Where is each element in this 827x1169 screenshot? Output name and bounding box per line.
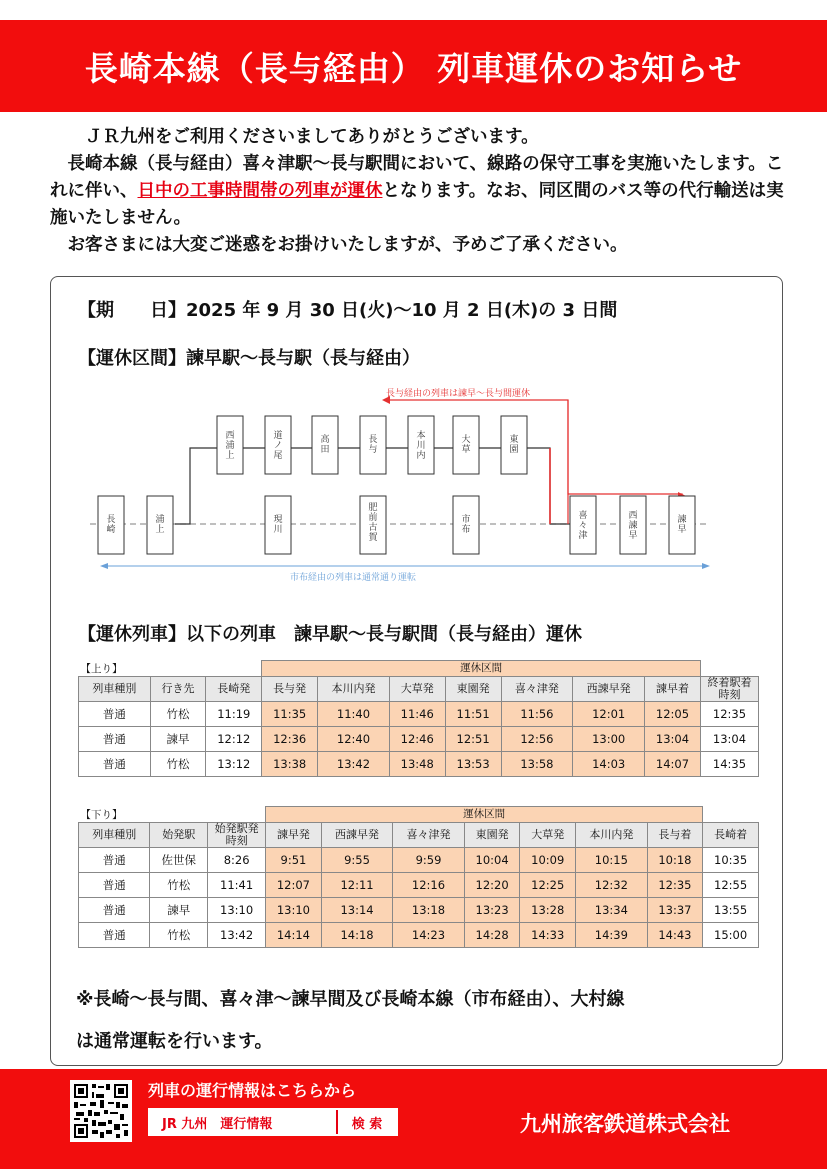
- table-cell: 13:37: [647, 897, 703, 922]
- table-cell: 14:03: [573, 751, 645, 776]
- page-title: 長崎本線（長与経由） 列車運休のお知らせ: [84, 48, 743, 88]
- svg-text:園: 園: [509, 445, 519, 455]
- svg-text:高: 高: [320, 435, 330, 445]
- table-cell: 竹松: [150, 872, 208, 897]
- table-cell: 14:39: [576, 922, 647, 947]
- search-box[interactable]: [148, 1108, 398, 1136]
- table-cell: 13:28: [520, 897, 576, 922]
- table-cell: 11:41: [208, 872, 266, 897]
- up-header-cell: 本川内発: [318, 676, 390, 701]
- svg-text:長: 長: [106, 515, 116, 525]
- table-cell: 普通: [79, 726, 151, 751]
- svg-text:川: 川: [416, 441, 426, 451]
- up-header-cell: 喜々津発: [501, 676, 573, 701]
- table-cell: 14:07: [645, 751, 701, 776]
- table-cell: 12:51: [445, 726, 501, 751]
- station-kikitsu: [570, 496, 596, 554]
- down-header-cell: 長崎着: [703, 822, 759, 847]
- svg-text:長: 長: [368, 435, 378, 445]
- note-line-2: は通常運転を行います。: [76, 1031, 273, 1052]
- down-header-row: [79, 822, 759, 847]
- company-name: 九州旅客鉄道株式会社: [520, 1112, 730, 1136]
- svg-text:市: 市: [461, 515, 471, 525]
- station-ichinuno: [453, 496, 479, 554]
- footer-info-text: 列車の運行情報はこちらから: [148, 1081, 357, 1100]
- table-cell: 普通: [79, 872, 150, 897]
- table-cell: 9:59: [393, 847, 464, 872]
- down-header-cell: 本川内発: [576, 822, 647, 847]
- table-cell: 12:11: [321, 872, 392, 897]
- table-cell: 12:46: [389, 726, 445, 751]
- up-header-cell: 行き先: [150, 676, 206, 701]
- table-cell: 14:33: [520, 922, 576, 947]
- table-cell: 普通: [79, 847, 150, 872]
- table-cell: 13:04: [645, 726, 701, 751]
- search-query[interactable]: JR 九州 運行情報: [150, 1110, 338, 1134]
- svg-text:本: 本: [416, 431, 426, 441]
- table-cell: 13:34: [576, 897, 647, 922]
- table-cell: 13:38: [262, 751, 318, 776]
- svg-text:津: 津: [578, 531, 588, 541]
- svg-text:々: 々: [578, 521, 588, 531]
- down-header-cell: 始発駅発時刻: [208, 822, 266, 847]
- normal-label: 市布経由の列車は通常通り運転: [290, 573, 417, 583]
- table-cell: 14:28: [464, 922, 520, 947]
- svg-text:草: 草: [461, 445, 471, 455]
- down-header-cell: 列車種別: [79, 822, 150, 847]
- svg-text:早: 早: [628, 531, 638, 541]
- trains-label: 【運休列車】以下の列車 諫早駅～長与駅間（長与経由）運休: [78, 624, 582, 645]
- table-cell: 10:18: [647, 847, 703, 872]
- table-cell: 10:04: [464, 847, 520, 872]
- up-header-cell: 長与発: [262, 676, 318, 701]
- svg-text:尾: 尾: [273, 451, 283, 461]
- intro-highlight: 日中の工事時間帯の列車が運休: [137, 181, 383, 201]
- table-cell: 普通: [79, 897, 150, 922]
- table-cell: 11:46: [389, 701, 445, 726]
- down-caption: 【下り】: [80, 808, 123, 821]
- table-cell: 8:26: [208, 847, 266, 872]
- table-cell: 普通: [79, 701, 151, 726]
- up-header-cell: 終着駅着時刻: [701, 676, 759, 701]
- down-header-cell: 諫早発: [266, 822, 322, 847]
- suspended-arrow-right: [568, 400, 682, 498]
- table-cell: 佐世保: [150, 847, 208, 872]
- note-line-1: ※長崎～長与間、喜々津～諫早間及び長崎本線（市布経由）、大村線: [76, 989, 625, 1010]
- table-cell: 普通: [79, 922, 150, 947]
- svg-text:早: 早: [677, 525, 687, 535]
- station-hongawachi: [408, 416, 434, 474]
- down-header-cell: 長与着: [647, 822, 703, 847]
- table-cell: 12:36: [262, 726, 318, 751]
- table-cell: 13:23: [464, 897, 520, 922]
- down-body: [79, 847, 759, 947]
- table-cell: 9:51: [266, 847, 322, 872]
- normal-arrowhead-left: [100, 563, 108, 569]
- table-cell: 13:42: [318, 751, 390, 776]
- up-header-cell: 大草発: [389, 676, 445, 701]
- svg-text:内: 内: [416, 451, 426, 461]
- station-urakami: [147, 496, 173, 554]
- table-cell: 13:12: [206, 751, 262, 776]
- table-cell: 14:35: [701, 751, 759, 776]
- station-takata: [312, 416, 338, 474]
- table-row: [79, 847, 759, 872]
- table-cell: 竹松: [150, 922, 208, 947]
- table-row: [79, 701, 759, 726]
- table-cell: 14:14: [266, 922, 322, 947]
- table-cell: 9:55: [321, 847, 392, 872]
- table-cell: 13:10: [208, 897, 266, 922]
- svg-text:賀: 賀: [368, 533, 378, 543]
- station-nishiurakami: [217, 416, 243, 474]
- svg-text:諫: 諫: [628, 521, 638, 531]
- table-cell: 13:42: [208, 922, 266, 947]
- svg-text:田: 田: [320, 445, 330, 455]
- search-button[interactable]: 検 索: [351, 1116, 383, 1132]
- svg-text:浦: 浦: [155, 515, 165, 525]
- table-cell: 12:12: [206, 726, 262, 751]
- table-cell: 13:00: [573, 726, 645, 751]
- svg-text:肥: 肥: [368, 503, 378, 513]
- svg-text:布: 布: [461, 525, 471, 535]
- period: 【期 日】2025 年 9 月 30 日(火)～10 月 2 日(木)の 3 日間: [78, 300, 618, 321]
- table-cell: 13:18: [393, 897, 464, 922]
- table-cell: 13:14: [321, 897, 392, 922]
- svg-text:東: 東: [509, 435, 519, 445]
- qr-code-image: [72, 1082, 130, 1140]
- table-cell: 竹松: [150, 701, 206, 726]
- table-cell: 12:16: [393, 872, 464, 897]
- svg-text:諫: 諫: [677, 515, 687, 525]
- table-row: [79, 872, 759, 897]
- svg-text:川: 川: [273, 525, 283, 535]
- header-banner: [0, 20, 827, 112]
- intro-body-b: となります。なお、同区間のバス等の代行輸送は実施いたしません。: [50, 181, 784, 228]
- down-timetable: [78, 806, 759, 948]
- table-cell: 13:48: [389, 751, 445, 776]
- station-hizenkoga: [360, 496, 386, 554]
- table-cell: 12:56: [501, 726, 573, 751]
- table-cell: 12:25: [520, 872, 576, 897]
- section-label: 【運休区間】諫早駅～長与駅（長与経由）: [78, 348, 420, 369]
- svg-text:浦: 浦: [225, 441, 235, 451]
- svg-text:上: 上: [225, 451, 235, 461]
- up-header-cell: 諫早着: [645, 676, 701, 701]
- intro-text: [50, 124, 790, 259]
- table-cell: 13:55: [703, 897, 759, 922]
- station-higashizono: [501, 416, 527, 474]
- svg-text:崎: 崎: [106, 525, 116, 535]
- station-okusa: [453, 416, 479, 474]
- table-cell: 11:51: [445, 701, 501, 726]
- intro-body-a: 長崎本線（長与経由）喜々津駅～長与駅間において、線路の保守工事を実施いたします。これに伴い、: [50, 154, 784, 201]
- intro-apology: お客さまには大変ご迷惑をお掛けいたしますが、予めご了承ください。: [67, 235, 628, 255]
- table-cell: 10:09: [520, 847, 576, 872]
- spacer: [701, 661, 759, 677]
- table-cell: 12:40: [318, 726, 390, 751]
- table-cell: 12:05: [645, 701, 701, 726]
- down-header-cell: 始発駅: [150, 822, 208, 847]
- svg-text:上: 上: [155, 525, 165, 535]
- table-cell: 12:35: [701, 701, 759, 726]
- intro-body: [50, 151, 790, 232]
- station-nagayo: [360, 416, 386, 474]
- station-nagasaki: [98, 496, 124, 554]
- down-header-cell: 喜々津発: [393, 822, 464, 847]
- table-cell: 11:19: [206, 701, 262, 726]
- svg-text:喜: 喜: [578, 511, 588, 521]
- table-cell: 諫早: [150, 726, 206, 751]
- station-isahaya: [669, 496, 695, 554]
- table-cell: 12:07: [266, 872, 322, 897]
- table-cell: 13:04: [701, 726, 759, 751]
- up-timetable: [78, 660, 759, 777]
- station-utsutsugawa: [265, 496, 291, 554]
- route-diagram: [90, 380, 720, 590]
- table-row: [79, 922, 759, 947]
- table-cell: 12:32: [576, 872, 647, 897]
- svg-text:ノ: ノ: [273, 441, 283, 451]
- up-band: 運休区間: [262, 661, 701, 677]
- qr-code[interactable]: [70, 1080, 132, 1142]
- table-cell: 12:55: [703, 872, 759, 897]
- table-cell: 11:35: [262, 701, 318, 726]
- down-header-cell: 大草発: [520, 822, 576, 847]
- svg-text:前: 前: [368, 513, 378, 523]
- table-cell: 10:35: [703, 847, 759, 872]
- up-caption: 【上り】: [80, 662, 123, 675]
- up-header-cell: 東園発: [445, 676, 501, 701]
- up-header-cell: 西諫早発: [573, 676, 645, 701]
- table-cell: 普通: [79, 751, 151, 776]
- table-cell: 12:20: [464, 872, 520, 897]
- table-cell: 13:58: [501, 751, 573, 776]
- down-band: 運休区間: [266, 807, 703, 823]
- svg-text:道: 道: [273, 431, 283, 441]
- down-header-cell: 東園発: [464, 822, 520, 847]
- intro-greeting: ＪＲ九州をご利用くださいましてありがとうございます。: [85, 127, 539, 147]
- table-cell: 14:23: [393, 922, 464, 947]
- table-cell: 14:18: [321, 922, 392, 947]
- table-cell: 10:15: [576, 847, 647, 872]
- suspended-label: 長与経由の列車は諫早～長与間運休: [386, 389, 531, 399]
- table-cell: 13:53: [445, 751, 501, 776]
- table-cell: 竹松: [150, 751, 206, 776]
- table-row: [79, 897, 759, 922]
- table-cell: 諫早: [150, 897, 208, 922]
- table-cell: 12:35: [647, 872, 703, 897]
- down-header-cell: 西諫早発: [321, 822, 392, 847]
- up-header-row: [79, 676, 759, 701]
- table-cell: 13:10: [266, 897, 322, 922]
- station-nishiisahaya: [620, 496, 646, 554]
- table-cell: 11:56: [501, 701, 573, 726]
- svg-text:西: 西: [628, 511, 638, 521]
- up-header-cell: 列車種別: [79, 676, 151, 701]
- svg-text:大: 大: [461, 435, 471, 445]
- up-body: [79, 701, 759, 776]
- svg-text:古: 古: [368, 523, 378, 533]
- spacer: [703, 807, 759, 823]
- normal-arrowhead-right: [702, 563, 710, 569]
- station-michinoo: [265, 416, 291, 474]
- table-row: [79, 726, 759, 751]
- svg-text:現: 現: [273, 515, 283, 525]
- table-cell: 12:01: [573, 701, 645, 726]
- station-name: 西: [225, 431, 235, 441]
- up-header-cell: 長崎発: [206, 676, 262, 701]
- table-cell: 15:00: [703, 922, 759, 947]
- table-cell: 11:40: [318, 701, 390, 726]
- svg-text:与: 与: [368, 445, 378, 455]
- table-row: [79, 751, 759, 776]
- table-cell: 14:43: [647, 922, 703, 947]
